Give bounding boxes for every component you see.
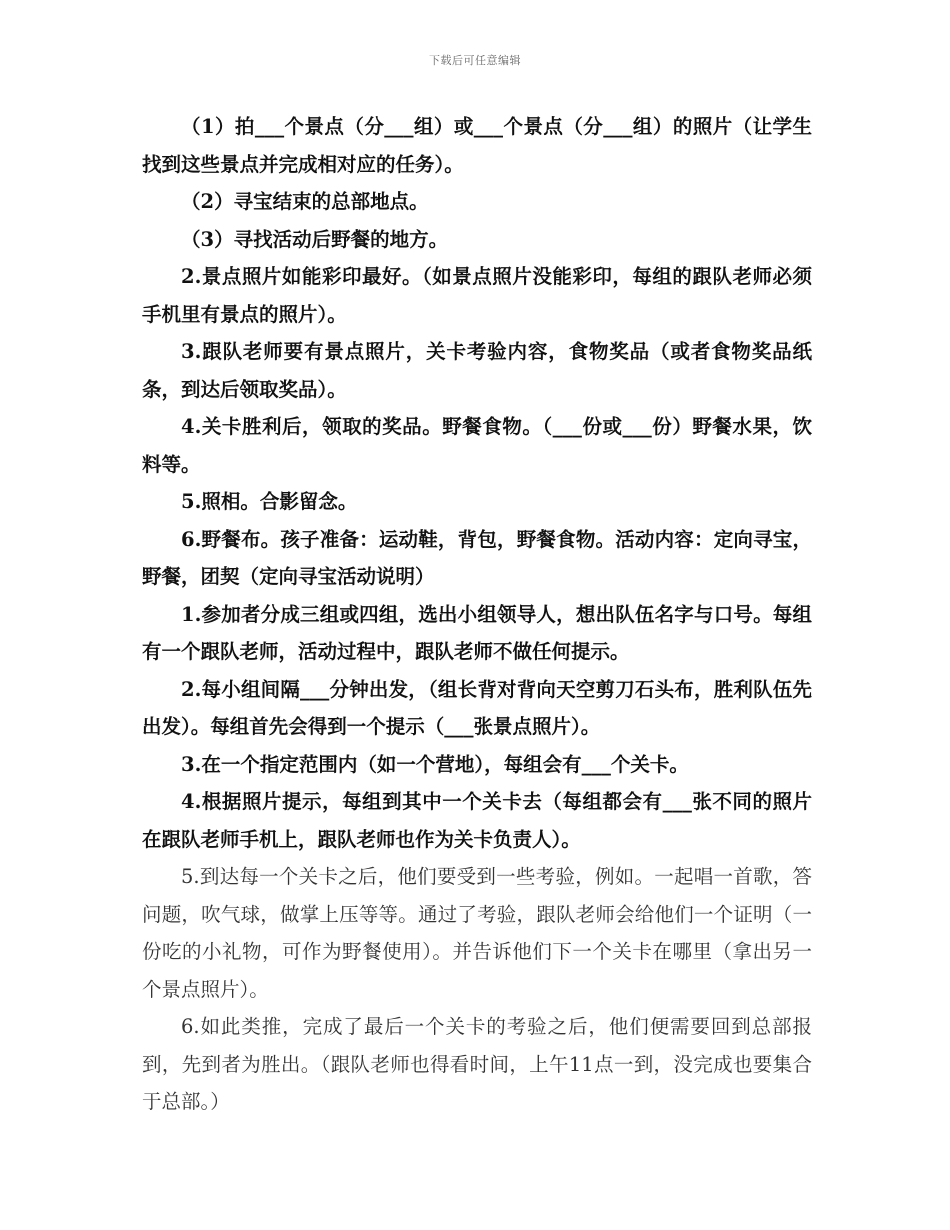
paragraph-6: 4.关卡胜利后，领取的奖品。野餐食物。（___份或___份）野餐水果，饮料等。 [142,415,812,476]
paragraph-7: 5.照相。合影留念。 [181,490,358,513]
paragraph-1: （1）拍___个景点（分___组）或___个景点（分___组）的照片（让学生找到这些景点并完成相对应的任务）。 [142,115,812,176]
paragraph-12: 4.根据照片提示，每组到其中一个关卡去（每组都会有___张不同的照片在跟队老师手机上，跟队老师也作为关卡负责人）。 [142,790,812,851]
paragraph-2: （2）寻宝结束的总部地点。 [181,190,429,213]
paragraph-10: 2.每小组间隔___分钟出发，（组长背对背向天空剪刀石头布，胜利队伍先出发）。每组首先会得到一个提示（___张景点照片）。 [142,677,812,738]
paragraph-11: 3.在一个指定范围内（如一个营地），每组会有___个关卡。 [181,752,689,776]
paragraph-13: 5.到达每一个关卡之后，他们要受到一些考验，例如。一起唱一首歌，答问题，吹气球，做掌上压等等。通过了考验，跟队老师会给他们一个证明（一份吃的小礼物，可作为野餐使用）。并告诉他们下一个关卡在哪里（拿出另一个景点照片）。 [142,865,812,1001]
paragraph-8: 6.野餐布。孩子准备：运动鞋，背包，野餐食物。活动内容：定向寻宝，野餐，团契（定向寻宝活动说明） [142,527,812,588]
paragraph-4: 2.景点照片如能彩印最好。（如景点照片没能彩印，每组的跟队老师必须手机里有景点的照片）。 [142,265,812,326]
page-header: 下载后可任意编辑 [429,54,521,67]
paragraph-5: 3.跟队老师要有景点照片，关卡考验内容，食物奖品（或者食物奖品纸条，到达后领取奖品）。 [142,340,812,401]
paragraph-14: 6.如此类推，完成了最后一个关卡的考验之后，他们便需要回到总部报到，先到者为胜出。（跟队老师也得看时间，上午11点一到，没完成也要集合于总部。） [142,1015,812,1113]
paragraph-3: （3）寻找活动后野餐的地方。 [181,227,449,251]
document-body [142,108,812,1121]
paragraph-9: 1.参加者分成三组或四组，选出小组领导人，想出队伍名字与口号。每组有一个跟队老师，活动过程中，跟队老师不做任何提示。 [142,602,812,663]
